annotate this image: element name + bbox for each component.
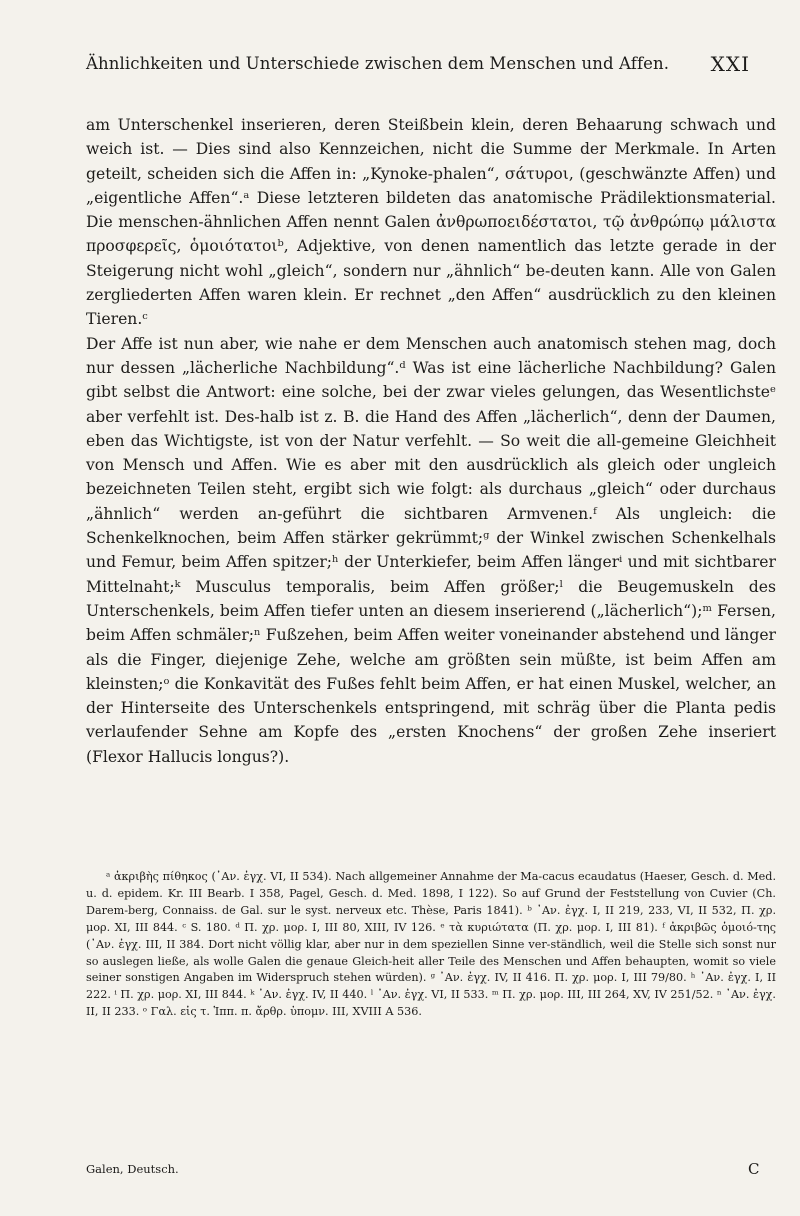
paragraph-1: am Unterschenkel inserieren, deren Steißbein klein, deren Behaarung schwach und weich ist. — Dies sind also Kennzeichen, nicht die Summe der Merkmale. In Arten geteilt, scheiden sich die Affen in: „Kynoke-phalen“, σάτυροι, (geschwänzte Affen) und „eigentliche Affen“.ᵃ Diese letzteren bildeten das anatomische Prädilektionsmaterial. Die menschen-ähnlichen Affen nennt Galen ἀνθρωποειδέστατοι, τῷ ἀνθρώπῳ μάλιστα προσφερεῖς, ὁμοιότατοιᵇ, Adjektive, von denen namentlich das letzte gerade in der Steigerung nicht wohl „gleich“, sondern nur „ähnlich“ be-deuten kann. Alle von Galen zergliederten Affen waren klein. Er rechnet „den Affen“ ausdrücklich zu den kleinen Tieren.ᶜ [86, 116, 776, 329]
main-text [86, 113, 776, 769]
printer-signature-line [86, 1160, 760, 1178]
footnotes [86, 869, 776, 1021]
footnote-block: ᵃ ἀκριβὴς πίθηκος (᾿Αν. ἐγχ. VI, II 534). Nach allgemeiner Annahme der Ma-cacus ecaudatus (Haeser, Gesch. d. Med. u. d. epidem. Kr. III Bearb. I 358, Pagel, Gesch. d. Med. 1898, I 122). So auf Grund der Feststellung von Cuvier (Ch. Darem-berg, Connaiss. de Gal. sur le syst. nerveux etc. Thèse, Paris 1841). ᵇ ᾿Αν. ἐγχ. I, II 219, 233, VI, II 532, Π. χρ. μορ. XI, III 844. ᶜ S. 180. ᵈ Π. χρ. μορ. I, III 80, XIII, IV 126. ᵉ τὰ κυριώτατα (Π. χρ. μορ. I, III 81). ᶠ ἀκριβῶς ὁμοιό-της (᾿Αν. ἐγχ. III, II 384. Dort nicht völlig klar, aber nur in dem speziellen Sinne ver-ständlich, weil die Stelle sich sonst nur so auslegen ließe, als wolle Galen die genaue Gleich-heit aller Teile des Menschen und Affen behaupten, womit so viele seiner sonstigen Angaben im Widerspruch stehen würden). ᵍ ᾿Αν. ἐγχ. IV, II 416. Π. χρ. μορ. I, III 79/80. ʰ ᾿Αν. ἐγχ. I, II 222. ⁱ Π. χρ. μορ. XI, III 844. ᵏ ᾿Αν. ἐγχ. IV, II 440. ˡ ᾿Αν. ἐγχ. VI, II 533. ᵐ Π. χρ. μορ. III, III 264, XV, IV 251/52. ⁿ ᾿Αν. ἐγχ. II, II 233. ᵒ Γαλ. εἰς τ. Ἱππ. π. ἄρθρ. ὑπομν. III, XVIII A 536. [86, 870, 776, 1019]
signature-text: Galen, Deutsch. [86, 1162, 179, 1176]
signature-mark: C [748, 1160, 760, 1178]
paragraph-2: Der Affe ist nun aber, wie nahe er dem Menschen auch anatomisch stehen mag, doch nur dessen „lächerliche Nachbildung“.ᵈ Was ist eine lächerliche Nachbildung? Galen gibt selbst die Antwort: eine solche, bei der zwar vieles gelungen, das Wesentlichsteᵉ aber verfehlt ist. Des-halb ist z. B. die Hand des Affen „lächerlich“, denn der Daumen, eben das Wichtigste, ist von der Natur verfehlt. — So weit die all-gemeine Gleichheit von Mensch und Affen. Wie es aber mit den ausdrücklich als gleich oder ungleich bezeichneten Teilen steht, ergibt sich wie folgt: als durchaus „gleich“ oder durchaus „ähnlich“ werden an-geführt die sichtbaren Armvenen.ᶠ Als ungleich: die Schenkelknochen, beim Affen stärker gekrümmt;ᵍ der Winkel zwischen Schenkelhals und Femur, beim Affen spitzer;ʰ der Unterkiefer, beim Affen längerⁱ und mit sichtbarer Mittelnaht;ᵏ Musculus temporalis, beim Affen größer;ˡ die Beugemuskeln des Unterschenkels, beim Affen tiefer unten an diesem inserierend („lächerlich“);ᵐ Fersen, beim Affen schmäler;ⁿ Fußzehen, beim Affen weiter voneinander abstehend und länger als die Finger, diejenige Zehe, welche am größten sein müßte, ist beim Affen am kleinsten;ᵒ die Konkavität des Fußes fehlt beim Affen, er hat einen Muskel, welcher, an der Hinterseite des Unterschenkels entspringend, mit schräg über die Planta pedis verlaufender Sehne am Kopfe des „ersten Knochens“ der großen Zehe inseriert (Flexor Hallucis longus?). [86, 334, 776, 766]
running-head [86, 52, 750, 76]
page-number: XXI [710, 52, 750, 76]
running-head-title: Ähnlichkeiten und Unterschiede zwischen dem Menschen und Affen. [86, 54, 670, 73]
